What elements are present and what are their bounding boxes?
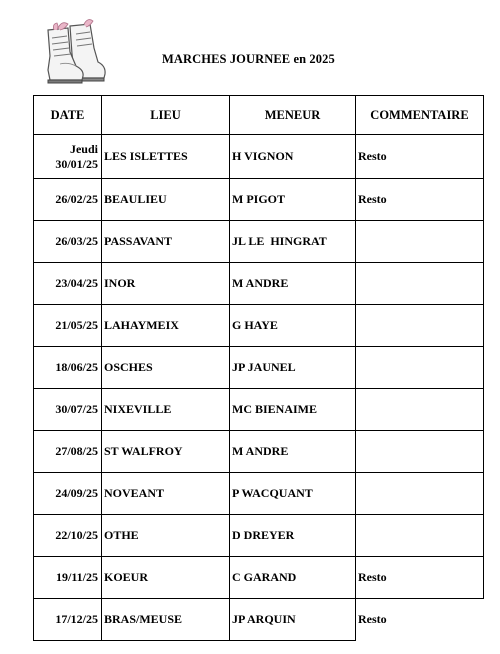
table-row — [34, 431, 484, 473]
commentaire-cell: Resto — [356, 599, 484, 641]
lieu-cell: BEAULIEU — [102, 179, 230, 221]
lieu-cell: LES ISLETTES — [102, 135, 230, 179]
date-cell: 18/06/25 — [34, 347, 102, 389]
table-row — [34, 179, 484, 221]
lieu-cell: INOR — [102, 263, 230, 305]
meneur-cell: H VIGNON — [230, 135, 356, 179]
table-row — [34, 305, 484, 347]
date-cell: 26/03/25 — [34, 221, 102, 263]
lieu-cell: PASSAVANT — [102, 221, 230, 263]
lieu-cell: KOEUR — [102, 557, 230, 599]
meneur-cell: JP JAUNEL — [230, 347, 356, 389]
table-row — [34, 515, 484, 557]
table-row — [34, 135, 484, 179]
meneur-cell: M ANDRE — [230, 263, 356, 305]
lieu-cell: BRAS/MEUSE — [102, 599, 230, 641]
date-cell: 22/10/25 — [34, 515, 102, 557]
commentaire-cell — [356, 221, 484, 263]
commentaire-cell — [356, 263, 484, 305]
date-cell: 30/07/25 — [34, 389, 102, 431]
column-header-lieu: LIEU — [102, 96, 230, 135]
table-row — [34, 389, 484, 431]
table-row — [34, 473, 484, 515]
commentaire-cell: Resto — [356, 135, 484, 179]
lieu-cell: OTHE — [102, 515, 230, 557]
meneur-cell: JP ARQUIN — [230, 599, 356, 641]
table-row — [34, 557, 484, 599]
meneur-cell: JL LE HINGRAT — [230, 221, 356, 263]
meneur-cell: M ANDRE — [230, 431, 356, 473]
hiking-boots-icon — [40, 18, 110, 84]
date-cell: 27/08/25 — [34, 431, 102, 473]
date-cell: 23/04/25 — [34, 263, 102, 305]
meneur-cell: M PIGOT — [230, 179, 356, 221]
table-row — [34, 347, 484, 389]
meneur-cell: C GARAND — [230, 557, 356, 599]
date-cell: 26/02/25 — [34, 179, 102, 221]
commentaire-cell — [356, 515, 484, 557]
date-cell: 17/12/25 — [34, 599, 102, 641]
lieu-cell: LAHAYMEIX — [102, 305, 230, 347]
meneur-cell: MC BIENAIME — [230, 389, 356, 431]
lieu-cell: NIXEVILLE — [102, 389, 230, 431]
date-cell: 24/09/25 — [34, 473, 102, 515]
column-header-date: DATE — [34, 96, 102, 135]
table-row — [34, 599, 484, 641]
lieu-cell: NOVEANT — [102, 473, 230, 515]
lieu-cell: OSCHES — [102, 347, 230, 389]
table-header-row — [34, 96, 484, 135]
commentaire-cell — [356, 347, 484, 389]
commentaire-cell — [356, 305, 484, 347]
date-value: 30/01/25 — [55, 156, 98, 171]
meneur-cell: D DREYER — [230, 515, 356, 557]
meneur-cell: P WACQUANT — [230, 473, 356, 515]
lieu-cell: ST WALFROY — [102, 431, 230, 473]
column-header-commentaire: COMMENTAIRE — [356, 96, 484, 135]
date-cell: 21/05/25 — [34, 305, 102, 347]
page-title: MARCHES JOURNEE en 2025 — [162, 52, 335, 66]
table-row — [34, 221, 484, 263]
commentaire-cell — [356, 431, 484, 473]
date-day: Jeudi — [69, 141, 98, 156]
commentaire-cell — [356, 389, 484, 431]
commentaire-cell: Resto — [356, 179, 484, 221]
meneur-cell: G HAYE — [230, 305, 356, 347]
commentaire-cell: Resto — [356, 557, 484, 599]
column-header-meneur: MENEUR — [230, 96, 356, 135]
date-cell: 19/11/25 — [34, 557, 102, 599]
marches-table — [33, 95, 484, 641]
date-cell — [34, 135, 102, 179]
table-row — [34, 263, 484, 305]
commentaire-cell — [356, 473, 484, 515]
